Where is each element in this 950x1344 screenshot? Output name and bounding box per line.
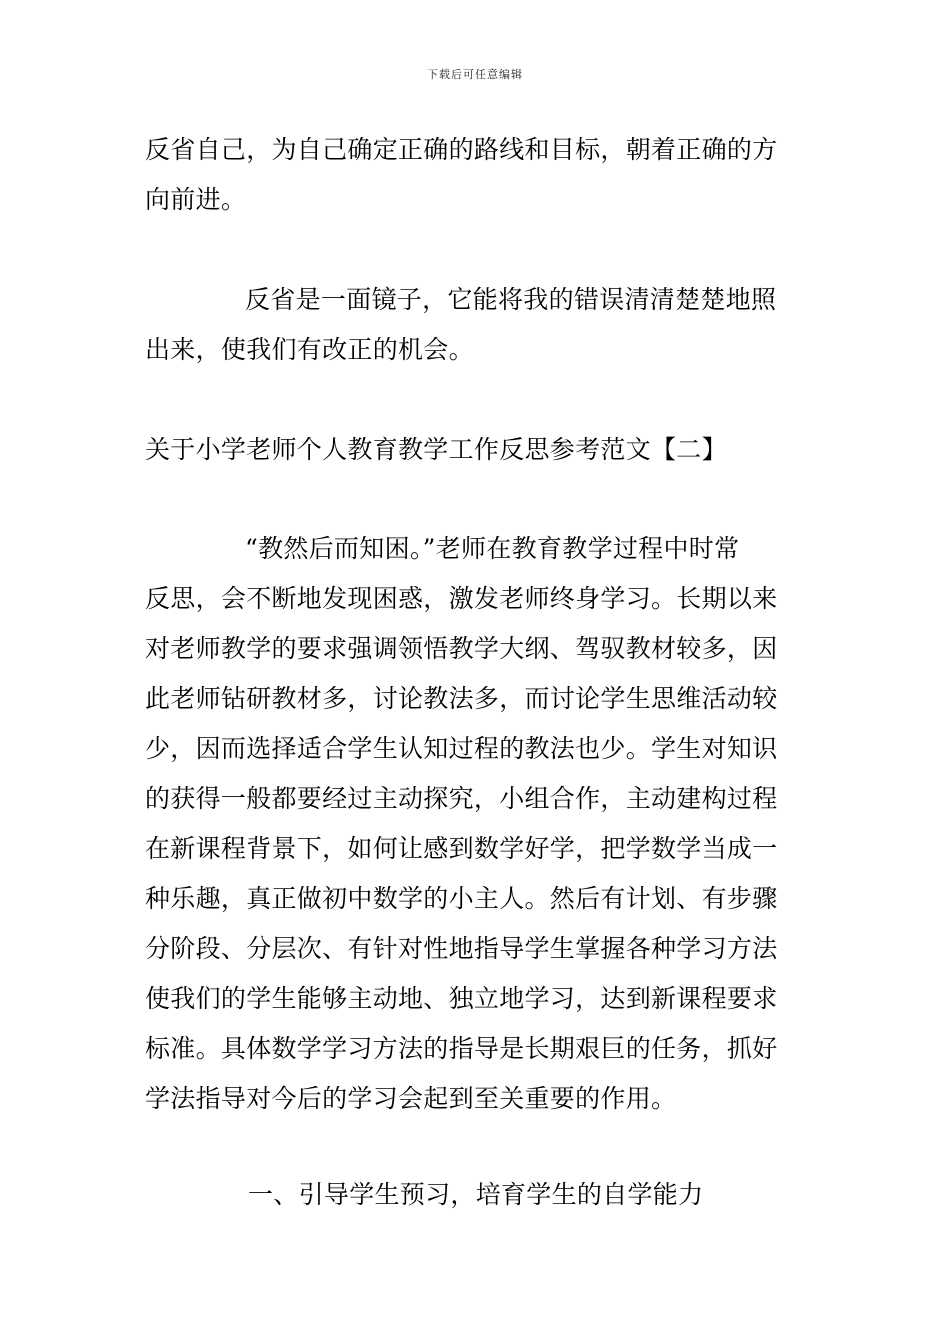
text-line: 使我们的学生能够主动地、独立地学习，达到新课程要求 (145, 984, 778, 1013)
subheading (145, 1170, 815, 1220)
text-line: 种乐趣，真正做初中数学的小主人。然后有计划、有步骤 (145, 884, 778, 913)
paragraph-intro (145, 125, 815, 225)
text-line: 的获得一般都要经过主动探究，小组合作，主动建构过程 (145, 784, 778, 813)
text-line: “教然后而知困。”老师在教育教学过程中时常 (245, 534, 740, 563)
section-title-text: 关于小学老师个人教育教学工作反思参考范文【二】 (145, 435, 727, 464)
text-line: 反省自己，为自己确定正确的路线和目标，朝着正确的方 (145, 135, 778, 164)
text-line: 标准。具体数学学习方法的指导是长期艰巨的任务，抓好 (145, 1034, 778, 1063)
text-line: 反思，会不断地发现困惑，激发老师终身学习。长期以来 (145, 584, 778, 613)
page-header-note: 下载后可任意编辑 (427, 68, 523, 81)
text-line: 向前进。 (145, 185, 247, 214)
text-line: 在新课程背景下，如何让感到数学好学，把学数学当成一 (145, 834, 778, 863)
section-title (145, 425, 815, 475)
text-line: 分阶段、分层次、有针对性地指导学生掌握各种学习方法 (145, 934, 778, 963)
paragraph-mirror (145, 275, 815, 375)
text-line: 对老师教学的要求强调领悟教学大纲、驾驭教材较多，因 (145, 634, 778, 663)
text-line: 少，因而选择适合学生认知过程的教法也少。学生对知识 (145, 734, 778, 763)
paragraph-main (145, 524, 815, 1124)
text-line: 学法指导对今后的学习会起到至关重要的作用。 (145, 1084, 677, 1113)
subheading-text: 一、引导学生预习，培育学生的自学能力 (248, 1180, 704, 1209)
text-line: 此老师钻研教材多，讨论教法多，而讨论学生思维活动较 (145, 684, 778, 713)
text-line: 反省是一面镜子，它能将我的错误清清楚楚地照 (245, 285, 777, 314)
text-line: 出来，使我们有改正的机会。 (145, 335, 474, 364)
